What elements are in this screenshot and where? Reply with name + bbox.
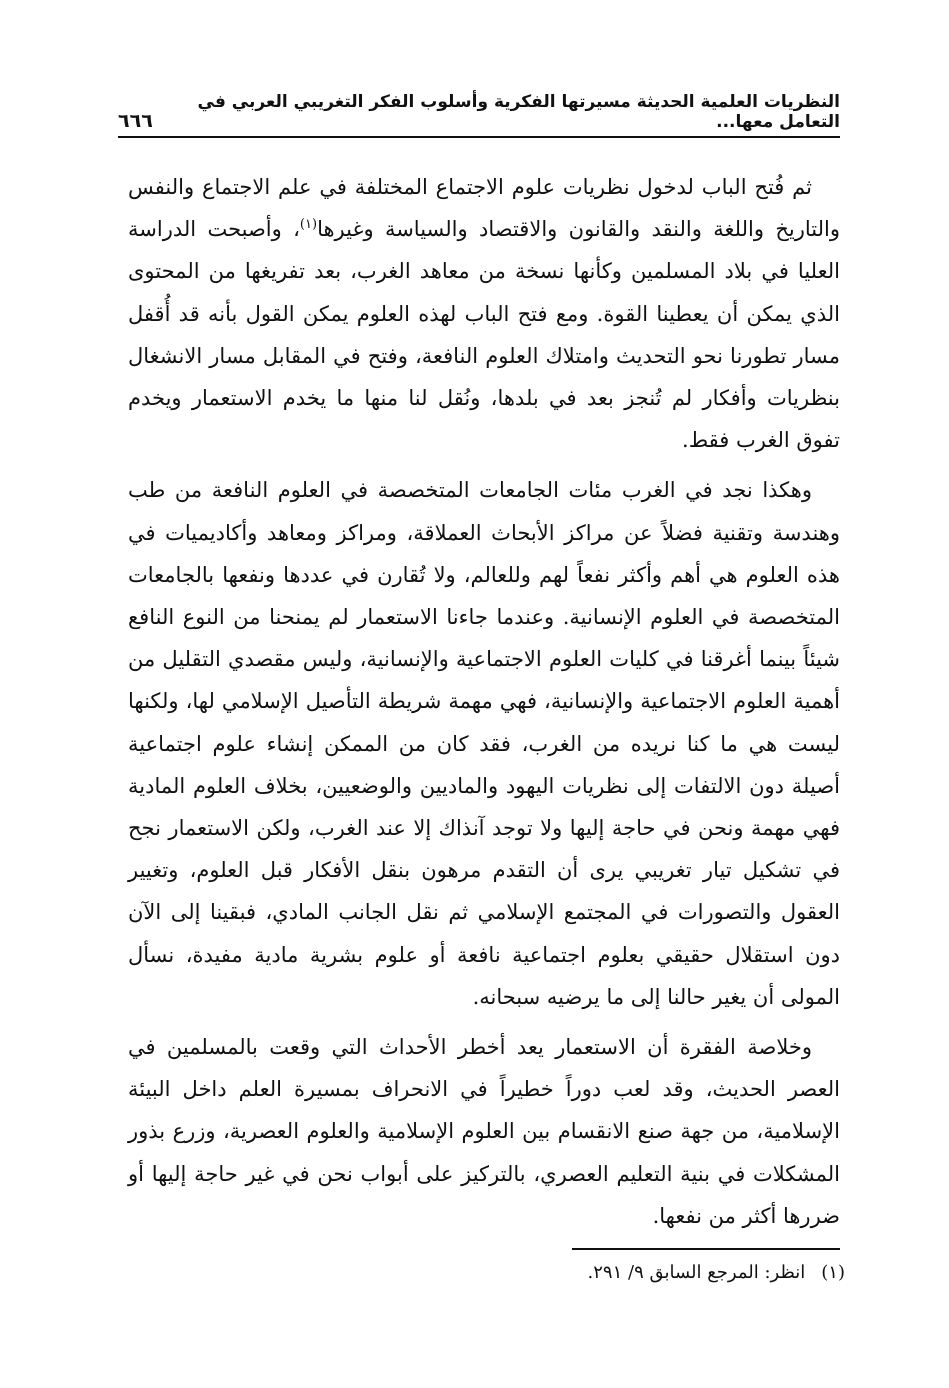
running-title: النظريات العلمية الحديثة مسيرتها الفكرية وأسلوب الفكر التغريبي العربي في التعامل معها... (197, 92, 840, 132)
paragraph-3: وخلاصة الفقرة أن الاستعمار يعد أخطر الأحداث التي وقعت بالمسلمين في العصر الحديث، وقد لعب دوراً خطيراً في الانحراف بمسيرة العلم داخل البيئة الإسلامية، من جهة صنع الانقسام بين العلوم الإسلامية والعلوم العصرية، وزرع بذور المشكلات في بنية التعليم العصري، بالتركيز على أبواب نحن في غير حاجة إليها أو ضررها أكثر من نفعها. (128, 1035, 840, 1228)
footnote-text: انظر: المرجع السابق ٩/ ٢٩١. (587, 1262, 806, 1283)
page-number: ٦٦٦ (118, 110, 153, 132)
footnote (588, 1262, 845, 1283)
paragraph-1 (128, 166, 840, 461)
body-text (128, 166, 840, 1245)
paragraph-1-text-a: ثم فُتح الباب لدخول نظريات علوم الاجتماع المختلفة في علم الاجتماع والنفس والتاريخ واللغة والنقد والقانون والاقتصاد والسياسة وغيرها (128, 175, 840, 242)
footnote-marker: (١) (821, 1262, 845, 1283)
footnote-divider (572, 1248, 840, 1250)
page-header (118, 92, 840, 138)
paragraph-1-text-b: ، وأصبحت الدراسة العليا في بلاد المسلمين وكأنها نسخة من معاهد الغرب، بعد تفريغها من المحتوى الذي يمكن أن يعطينا القوة. ومع فتح الباب لهذه العلوم يمكن القول بأنه قد أُقفل مسار تطورنا نحو التحديث وامتلاك العلوم النافعة، وفتح في المقابل مسار الانشغال بنظريات وأفكار لم تُنجز بعد في بلدها، ونُقل لنا منها ما يخدم الاستعمار ويخدم تفوق الغرب فقط. (128, 217, 840, 453)
footnote-reference: (١) (299, 217, 318, 233)
paragraph-2: وهكذا نجد في الغرب مئات الجامعات المتخصصة في العلوم النافعة من طب وهندسة وتقنية فضلاً عن مراكز الأبحاث العملاقة، ومراكز ومعاهد وأكاديميات في هذه العلوم هي أهم وأكثر نفعاً لهم وللعالم، ولا تُقارن في عددها ونفعها بالجامعات المتخصصة في العلوم الإنسانية. وعندما جاءنا الاستعمار لم يمنحنا من النوع النافع شيئاً بينما أغرقنا في كليات العلوم الاجتماعية والإنسانية، وليس مقصدي التقليل من أهمية العلوم الاجتماعية والإنسانية، فهي مهمة شريطة التأصيل الإسلامي لها، ولكنها ليست هي ما كنا نريده من الغرب، فقد كان من الممكن إنشاء علوم اجتماعية أصيلة دون الالتفات إلى نظريات اليهود والماديين والوضعيين، بخلاف العلوم المادية فهي مهمة ونحن في حاجة إليها ولا توجد آنذاك إلا عند الغرب، ولكن الاستعمار نجح في تشكيل تيار تغريبي يرى أن التقدم مرهون بنقل الأفكار قبل العلوم، وتغيير العقول والتصورات في المجتمع الإسلامي ثم نقل الجانب المادي، فبقينا إلى الآن دون استقلال حقيقي بعلوم اجتماعية نافعة أو علوم بشرية مادية مفيدة، نسأل المولى أن يغير حالنا إلى ما يرضيه سبحانه. (128, 478, 841, 1009)
